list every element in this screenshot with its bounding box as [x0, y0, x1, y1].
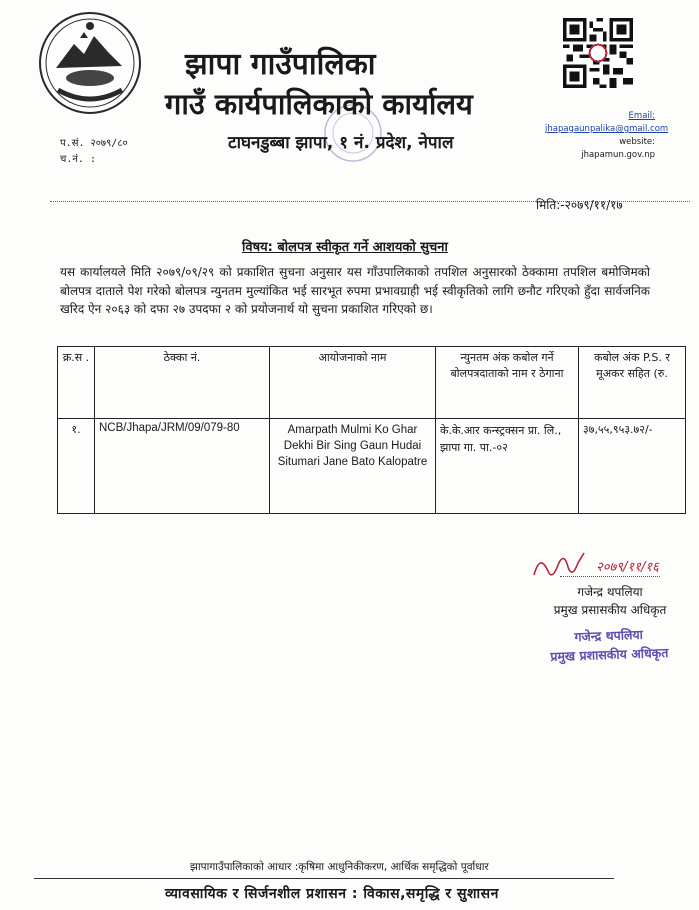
signer-designation: प्रमुख प्रसासकीय अधिकृत	[553, 603, 667, 617]
name-stamp	[543, 624, 674, 667]
table-row	[58, 419, 686, 514]
ref-number: प.सं. २०७९/८०	[60, 138, 128, 149]
signer-name: गजेन्द्र थपलिया	[577, 585, 643, 599]
signature-line	[560, 576, 660, 577]
col-header-amount: कबोल अंक P.S. र मूअकर सहित (रु.	[579, 347, 686, 419]
col-header-contract: ठेक्का नं.	[95, 347, 270, 419]
cell-bidder: के.के.आर कन्स्ट्रक्सन प्रा. लि., झापा गा. पा.-०२	[436, 419, 579, 514]
signature-date: २०७९/११/१६	[596, 560, 659, 575]
signer-block	[540, 583, 680, 619]
notice-body: यस कार्यालयले मिति २०७९/०९/२९ को प्रकाशित सुचना अनुसार यस गाँउपालिकाको तपशिल अनुसारको ठेक्कामा तपशिल बमोजिमको बोलपत्र दाताले पेश गरेको बोलपत्र न्युनतम मुल्यांकित भई सारभूत रुपमा प्रभावग्राही भई स्वीकृतिको लागि छनौट गरिएको हुँदा सार्वजनिक खरिद ऐन २०६३ को दफा २७ उपदफा २ को प्रयोजनार्थ यो सुचना प्रकाशित गरिएको छ।	[60, 265, 650, 316]
qr-code-icon	[563, 18, 633, 88]
col-header-sn: क्र.स .	[58, 347, 95, 419]
dispatch-number: च.नं. :	[60, 154, 96, 165]
cell-contract-no: NCB/Jhapa/JRM/09/079-80	[95, 419, 270, 514]
stamp-name: गजेन्द्र थपलिया	[574, 626, 644, 645]
cell-amount: ३७,५५,९५३.७२/-	[579, 419, 686, 514]
signature-scribble	[530, 545, 690, 585]
office-subtitle: गाउँ कार्यपालिकाको कार्यालय	[165, 87, 473, 121]
col-header-bidder: न्युनतम अंक कबोल गर्ने बोलपत्रदाताको नाम र ठेगाना	[436, 347, 579, 419]
subject-line: विषय: बोलपत्र स्वीकृत गर्ने आशयको सुचना	[242, 240, 448, 255]
stamp-designation: प्रमुख प्रशासकीय अधिकृत	[550, 644, 669, 665]
letter-date: मिति:-२०७९/११/१७	[536, 198, 623, 212]
contact-info	[545, 110, 669, 162]
col-header-project: आयोजनाको नाम	[270, 347, 436, 419]
nepal-emblem-logo	[36, 8, 144, 118]
footer-slogan: व्यावसायिक र सिर्जनशील प्रशासन : विकास,समृद्धि र सुशासन	[165, 886, 499, 902]
cell-project: Amarpath Mulmi Ko Ghar Dekhi Bir Sing Gaun Hudai Situmari Jane Bato Kalopatre	[270, 419, 436, 514]
office-title: झापा गाउँपालिका	[185, 47, 376, 82]
footer-motto: झापागाउँपालिकाको आधार :कृषिमा आधुनिकीकरण, आर्थिक समृद्धिको पूर्वाधार	[190, 861, 489, 873]
email-link[interactable]: Email: jhapagaunpalika@gmail.com	[545, 111, 669, 134]
website-text: website: jhapamun.gov.np	[581, 137, 655, 160]
reference-numbers	[60, 136, 128, 168]
cell-sn: १.	[58, 419, 95, 514]
office-address: टाघनडुब्बा झापा, १ नं. प्रदेश, नेपाल	[228, 133, 454, 153]
handwritten-signature	[530, 545, 690, 585]
bid-table	[57, 346, 686, 514]
table-header-row	[58, 347, 686, 419]
footer-divider	[34, 878, 614, 879]
